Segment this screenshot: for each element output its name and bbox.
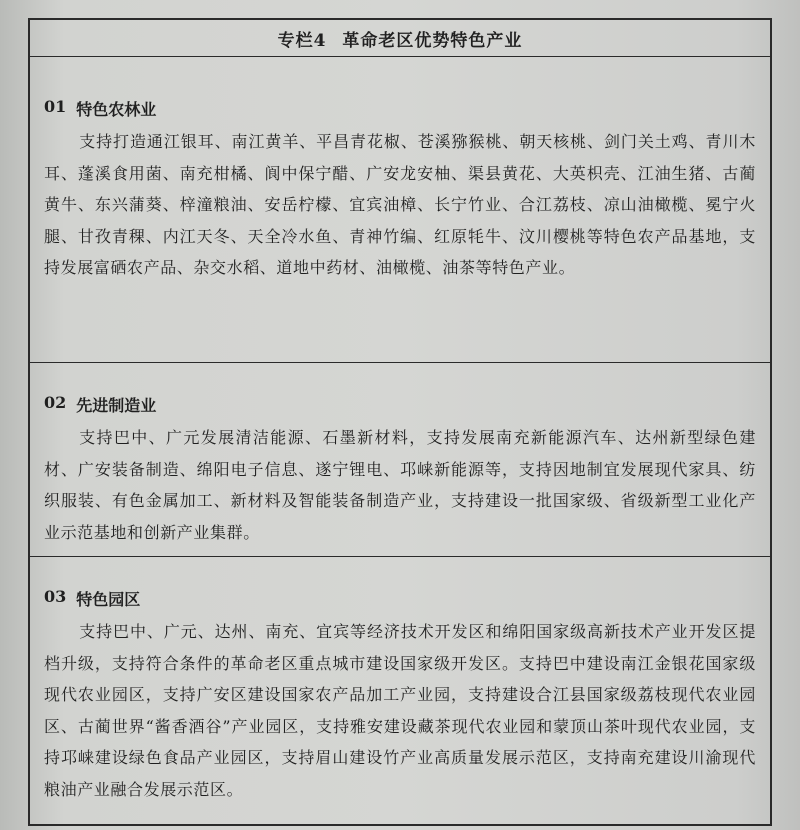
box-title [30, 20, 770, 57]
section-heading [44, 393, 756, 416]
section-number: 01 [44, 97, 67, 116]
section-advanced-manufacturing [30, 363, 770, 557]
section-featured-parks [30, 557, 770, 823]
section-heading [44, 97, 756, 120]
feature-box [28, 18, 772, 826]
section-number: 02 [44, 393, 67, 412]
section-heading-text: 先进制造业 [76, 396, 157, 415]
box-title-text: 革命老区优势特色产业 [342, 30, 523, 51]
section-number: 03 [44, 587, 67, 606]
section-agriculture-forestry [30, 57, 770, 363]
box-title-number: 专栏4 [277, 30, 327, 51]
section-body: 支持打造通江银耳、南江黄羊、平昌青花椒、苍溪猕猴桃、朝天核桃、剑门关土鸡、青川木耳、蓬溪食用菌、南充柑橘、阆中保宁醋、广安龙安柚、渠县黄花、大英枳壳、江油生猪、古蔺黄牛、东兴蒲葵、梓潼粮油、安岳柠檬、宜宾油樟、长宁竹业、合江荔枝、凉山油橄榄、冕宁火腿、甘孜青稞、内江天冬、天全冷水鱼、青神竹编、红原牦牛、汶川樱桃等特色农产品基地，支持发展富硒农产品、杂交水稻、道地中药材、油橄榄、油茶等特色产业。 [44, 132, 756, 277]
section-body: 支持巴中、广元发展清洁能源、石墨新材料，支持发展南充新能源汽车、达州新型绿色建材、广安装备制造、绵阳电子信息、遂宁锂电、邛崃新能源等，支持因地制宜发展现代家具、纺织服装、有色金属加工、新材料及智能装备制造产业，支持建设一批国家级、省级新型工业化产业示范基地和创新产业集群。 [44, 428, 756, 542]
section-heading-text: 特色农林业 [76, 100, 157, 119]
section-heading [44, 587, 756, 610]
section-heading-text: 特色园区 [76, 590, 141, 609]
section-body: 支持巴中、广元、达州、南充、宜宾等经济技术开发区和绵阳国家级高新技术产业开发区提档升级，支持符合条件的革命老区重点城市建设国家级开发区。支持巴中建设南江金银花国家级现代农业园区，支持广安区建设国家农产品加工产业园，支持建设合江县国家级荔枝现代农业园区、古蔺世界“酱香酒谷”产业园区，支持雅安建设藏茶现代农业园和蒙顶山茶叶现代农业园，支持邛崃建设绿色食品产业园区，支持眉山建设竹产业高质量发展示范区，支持南充建设川渝现代粮油产业融合发展示范区。 [44, 622, 756, 799]
